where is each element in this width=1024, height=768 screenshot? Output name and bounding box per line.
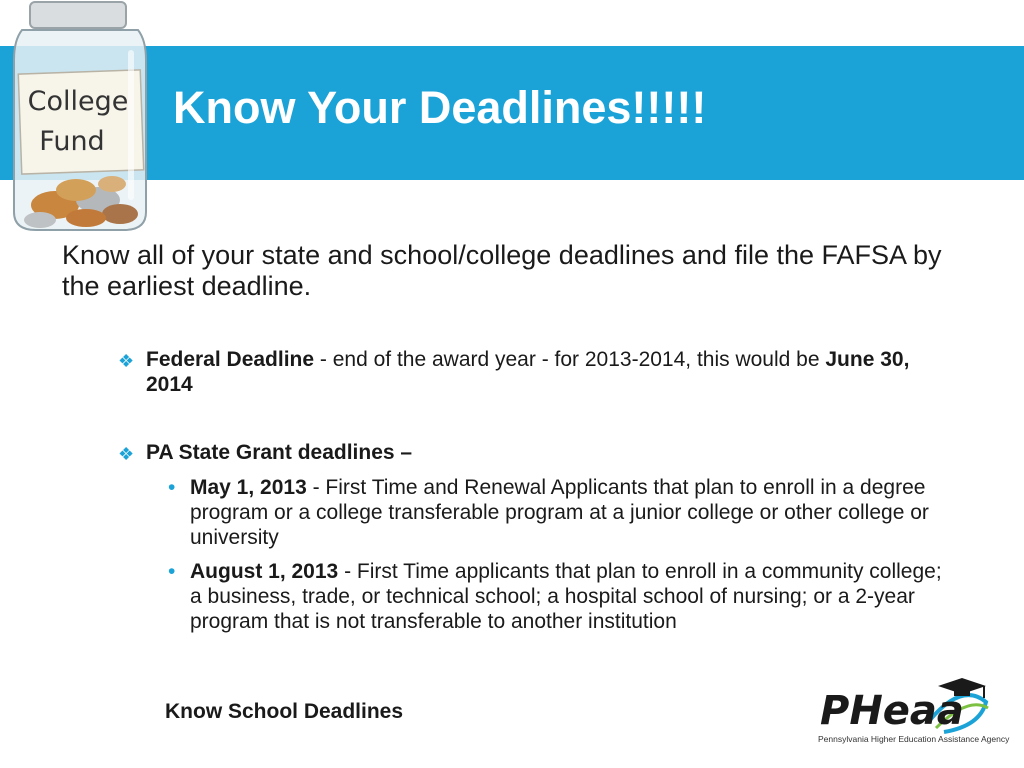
- diamond-bullet-icon: ❖: [118, 351, 135, 371]
- list-item: [168, 475, 958, 550]
- closing-text: Know School Deadlines: [165, 700, 404, 723]
- jar-label-line2: Fund: [39, 126, 105, 157]
- list-item: [168, 559, 958, 634]
- federal-deadline-text: - end of the award year - for 2013-2014, this would be: [314, 348, 826, 371]
- bullet-dot-icon: •: [168, 476, 176, 499]
- slide-title: Know Your Deadlines!!!!!: [173, 82, 707, 133]
- logo-subtitle: Pennsylvania Higher Education Assistance Agency: [818, 734, 1010, 744]
- jar-label-line1: College: [27, 86, 129, 117]
- pa-state-heading: PA State Grant deadlines –: [146, 441, 413, 464]
- federal-deadline-label: Federal Deadline: [146, 348, 315, 371]
- bullet-dot-icon: •: [168, 560, 176, 583]
- federal-deadline-date: June 30, 2014: [146, 348, 910, 396]
- federal-deadline-bullet: [118, 347, 938, 397]
- pa-item-date: May 1, 2013: [190, 476, 307, 499]
- college-fund-jar-image: [0, 0, 160, 235]
- pa-state-bullet: [118, 440, 938, 465]
- pa-item-text: - First Time applicants that plan to enroll in a community college; a business, trade, or technical school; a hospital school of nursing; or a 2-year program that is not transferable to another institution: [190, 560, 942, 633]
- intro-text: Know all of your state and school/college deadlines and file the FAFSA by the earliest deadline.: [62, 240, 942, 301]
- logo-wordmark: PHeaa: [820, 688, 964, 734]
- pa-item-date: August 1, 2013: [190, 560, 339, 583]
- pa-item-text: - First Time and Renewal Applicants that plan to enroll in a degree program or a college transferable program at a junior college or other college or university: [190, 476, 929, 549]
- diamond-bullet-icon: ❖: [118, 444, 135, 464]
